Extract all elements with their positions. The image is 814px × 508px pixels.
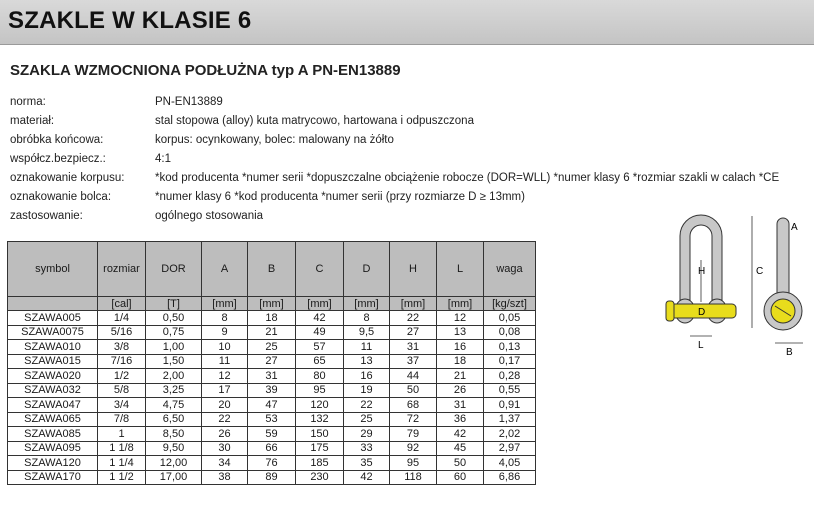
table-row	[8, 311, 536, 326]
spec-label: materiał:	[10, 115, 55, 127]
table-cell: 230	[296, 470, 344, 485]
spec-label: obróbka końcowa:	[10, 134, 104, 146]
table-cell: 1 1/2	[98, 470, 146, 485]
table-cell: SZAWA0075	[8, 325, 98, 340]
table-units-row	[8, 297, 536, 311]
table-cell: SZAWA095	[8, 441, 98, 456]
table-cell: SZAWA085	[8, 427, 98, 442]
table-cell: 26	[202, 427, 248, 442]
table-cell: 27	[248, 354, 296, 369]
column-header: L	[437, 242, 484, 297]
spec-label: oznakowanie bolca:	[10, 191, 112, 203]
table-row	[8, 470, 536, 485]
table-cell: 9	[202, 325, 248, 340]
table-cell: 37	[390, 354, 437, 369]
table-cell: 120	[296, 398, 344, 413]
table-cell: 13	[437, 325, 484, 340]
table-cell: 11	[344, 340, 390, 355]
table-cell: 1/2	[98, 369, 146, 384]
table-cell: 7/16	[98, 354, 146, 369]
table-cell: 31	[437, 398, 484, 413]
table-cell: 31	[248, 369, 296, 384]
table-cell: 50	[437, 456, 484, 471]
column-header: waga	[484, 242, 536, 297]
table-cell: 16	[344, 369, 390, 384]
table-cell: 4,75	[146, 398, 202, 413]
table-cell: SZAWA170	[8, 470, 98, 485]
shackle-diagram	[660, 208, 810, 358]
table-cell: 21	[248, 325, 296, 340]
table-cell: 25	[344, 412, 390, 427]
table-cell: 10	[202, 340, 248, 355]
table-cell: 49	[296, 325, 344, 340]
table-cell: 44	[390, 369, 437, 384]
column-header: B	[248, 242, 296, 297]
table-row	[8, 369, 536, 384]
table-cell: 0,08	[484, 325, 536, 340]
column-header: A	[202, 242, 248, 297]
table-body	[8, 311, 536, 485]
table-cell: 18	[248, 311, 296, 326]
table-cell: 92	[390, 441, 437, 456]
table-cell: 17,00	[146, 470, 202, 485]
table-cell: 65	[296, 354, 344, 369]
dim-label-l: L	[698, 340, 704, 351]
table-cell: SZAWA065	[8, 412, 98, 427]
table-cell: 8	[344, 311, 390, 326]
column-unit: [mm]	[296, 297, 344, 311]
column-unit: [cal]	[98, 297, 146, 311]
table-cell: 13	[344, 354, 390, 369]
table-cell: 35	[344, 456, 390, 471]
table-cell: 29	[344, 427, 390, 442]
table-cell: SZAWA120	[8, 456, 98, 471]
table-cell: 8	[202, 311, 248, 326]
table-cell: 5/16	[98, 325, 146, 340]
table-cell: 17	[202, 383, 248, 398]
table-cell: 20	[202, 398, 248, 413]
table-cell: 19	[344, 383, 390, 398]
table-cell: 1,37	[484, 412, 536, 427]
table-cell: 0,91	[484, 398, 536, 413]
table-cell: 132	[296, 412, 344, 427]
table-cell: 80	[296, 369, 344, 384]
page-title: SZAKLE W KLASIE 6	[8, 7, 252, 34]
table-cell: 22	[202, 412, 248, 427]
column-unit: [kg/szt]	[484, 297, 536, 311]
table-cell: 2,97	[484, 441, 536, 456]
spec-label: współcz.bezpiecz.:	[10, 153, 106, 165]
table-cell: SZAWA032	[8, 383, 98, 398]
table-cell: 1 1/4	[98, 456, 146, 471]
column-unit: [mm]	[437, 297, 484, 311]
table-cell: 3/4	[98, 398, 146, 413]
table-cell: 42	[344, 470, 390, 485]
table-cell: 3,25	[146, 383, 202, 398]
table-cell: 38	[202, 470, 248, 485]
dim-label-a: A	[791, 222, 798, 233]
table-cell: 60	[437, 470, 484, 485]
table-cell: 21	[437, 369, 484, 384]
column-unit	[8, 297, 98, 311]
table-cell: 59	[248, 427, 296, 442]
table-cell: 12	[437, 311, 484, 326]
table-cell: 72	[390, 412, 437, 427]
spec-value: korpus: ocynkowany, bolec: malowany na żółto	[155, 134, 394, 146]
table-cell: 57	[296, 340, 344, 355]
table-cell: 0,28	[484, 369, 536, 384]
table-cell: 175	[296, 441, 344, 456]
table-cell: 30	[202, 441, 248, 456]
table-row	[8, 441, 536, 456]
table-cell: 12	[202, 369, 248, 384]
table-cell: 3/8	[98, 340, 146, 355]
table-cell: 4,05	[484, 456, 536, 471]
table-cell: 25	[248, 340, 296, 355]
table-row	[8, 340, 536, 355]
table-cell: 0,55	[484, 383, 536, 398]
side-view-body	[777, 218, 789, 300]
table-row	[8, 383, 536, 398]
dim-label-h: H	[698, 266, 706, 277]
header-bar	[0, 0, 814, 45]
spec-label: oznakowanie korpusu:	[10, 172, 125, 184]
table-cell: 95	[390, 456, 437, 471]
spec-table	[7, 241, 536, 485]
table-cell: 42	[437, 427, 484, 442]
spec-label: zastosowanie:	[10, 210, 83, 222]
table-cell: 12,00	[146, 456, 202, 471]
table-row	[8, 354, 536, 369]
table-cell: 68	[390, 398, 437, 413]
pin-head	[666, 301, 674, 321]
spec-value: PN-EN13889	[155, 96, 223, 108]
table-cell: 0,05	[484, 311, 536, 326]
table-cell: 1/4	[98, 311, 146, 326]
table-cell: 39	[248, 383, 296, 398]
table-cell: 42	[296, 311, 344, 326]
product-subtitle: SZAKLA WZMOCNIONA PODŁUŻNA typ A PN-EN13889	[10, 62, 401, 79]
table-cell: SZAWA020	[8, 369, 98, 384]
table-cell: 5/8	[98, 383, 146, 398]
spec-value: *kod producenta *numer serii *dopuszczalne obciążenie robocze (DOR=WLL) *numer klasy 6 *rozmiar szakli w calach *CE	[155, 172, 780, 184]
table-cell: 45	[437, 441, 484, 456]
column-unit: [mm]	[390, 297, 437, 311]
table-cell: 7/8	[98, 412, 146, 427]
table-cell: 9,50	[146, 441, 202, 456]
table-cell: 150	[296, 427, 344, 442]
table-cell: 9,5	[344, 325, 390, 340]
table-cell: 50	[390, 383, 437, 398]
table-cell: 1	[98, 427, 146, 442]
table-cell: 2,00	[146, 369, 202, 384]
table-cell: 0,17	[484, 354, 536, 369]
column-header: DOR	[146, 242, 202, 297]
table-cell: 16	[437, 340, 484, 355]
table-row	[8, 412, 536, 427]
column-header: rozmiar	[98, 242, 146, 297]
table-row	[8, 427, 536, 442]
column-unit: [T]	[146, 297, 202, 311]
table-cell: 22	[344, 398, 390, 413]
spec-value: *numer klasy 6 *kod producenta *numer serii (przy rozmiarze D ≥ 13mm)	[155, 191, 525, 203]
table-cell: 11	[202, 354, 248, 369]
table-cell: 8,50	[146, 427, 202, 442]
spec-value: ogólnego stosowania	[155, 210, 264, 222]
table-cell: 36	[437, 412, 484, 427]
column-unit: [mm]	[202, 297, 248, 311]
table-cell: 34	[202, 456, 248, 471]
table-cell: SZAWA005	[8, 311, 98, 326]
table-cell: SZAWA047	[8, 398, 98, 413]
table-cell: 6,86	[484, 470, 536, 485]
dim-label-d: D	[698, 307, 706, 318]
table-cell: 2,02	[484, 427, 536, 442]
column-unit: [mm]	[248, 297, 296, 311]
dim-label-c: C	[756, 266, 764, 277]
spec-label: norma:	[10, 96, 46, 108]
column-header: symbol	[8, 242, 98, 297]
table-cell: SZAWA010	[8, 340, 98, 355]
table-cell: 1,50	[146, 354, 202, 369]
table-cell: 0,13	[484, 340, 536, 355]
table-cell: 6,50	[146, 412, 202, 427]
spec-value: 4:1	[155, 153, 171, 165]
column-header: D	[344, 242, 390, 297]
table-header-row	[8, 242, 536, 297]
spec-value: stal stopowa (alloy) kuta matrycowo, hartowana i odpuszczona	[155, 115, 474, 127]
table-row	[8, 398, 536, 413]
table-cell: 118	[390, 470, 437, 485]
table-cell: 53	[248, 412, 296, 427]
table-cell: 0,75	[146, 325, 202, 340]
table-cell: 33	[344, 441, 390, 456]
table-cell: 47	[248, 398, 296, 413]
table-cell: SZAWA015	[8, 354, 98, 369]
table-cell: 76	[248, 456, 296, 471]
column-unit: [mm]	[344, 297, 390, 311]
dim-label-b: B	[786, 347, 793, 358]
table-cell: 1 1/8	[98, 441, 146, 456]
table-cell: 22	[390, 311, 437, 326]
table-cell: 0,50	[146, 311, 202, 326]
column-header: C	[296, 242, 344, 297]
table-row	[8, 325, 536, 340]
table-row	[8, 456, 536, 471]
table-cell: 27	[390, 325, 437, 340]
table-cell: 79	[390, 427, 437, 442]
table-cell: 185	[296, 456, 344, 471]
table-cell: 89	[248, 470, 296, 485]
table-cell: 26	[437, 383, 484, 398]
table-cell: 18	[437, 354, 484, 369]
table-cell: 95	[296, 383, 344, 398]
table-cell: 31	[390, 340, 437, 355]
table-cell: 1,00	[146, 340, 202, 355]
column-header: H	[390, 242, 437, 297]
table-cell: 66	[248, 441, 296, 456]
